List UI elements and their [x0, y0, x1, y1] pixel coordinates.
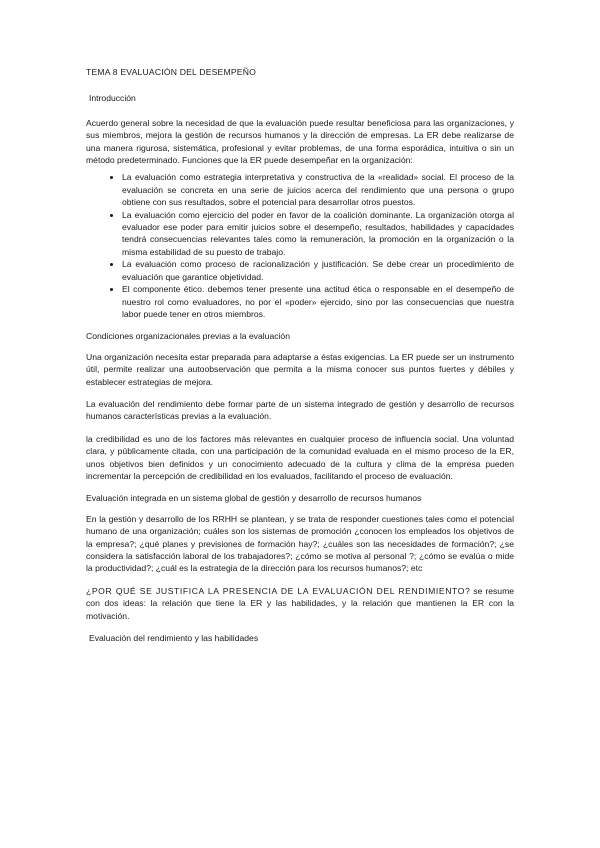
list-item: • La evaluación como ejercicio del poder en favor de la coalición dominante. La organización otorga al evaluador ese poder para emitir juicios sobre el desempeño, resultados, habilidades y capacidades tendrá consecuencias relevantes tales como la remuneración, la promoción en la organización o la misma estabilidad de su puesto de trabajo. — [122, 209, 514, 259]
document-page — [86, 66, 514, 644]
intro-heading: Introducción — [89, 93, 136, 104]
justification-paragraph — [86, 585, 514, 622]
functions-list — [86, 171, 514, 320]
intro-paragraph: Acuerdo general sobre la necesidad de que la evaluación puede resultar beneficiosa para las organizaciones, y sus miembros, mejora la gestión de recursos humanos y la dirección de empresas. La ER debe realizarse de una manera rigurosa, sistemática, profesional y evitar problemas, de una forma esporádica, intuitiva o sin un método predeterminado. Funciones que la ER puede desempeñar en la organización: — [86, 117, 514, 166]
list-item: • La evaluación como estrategia interpretativa y constructiva de la «realidad» social. El proceso de la evaluación se concreta en una serie de juicios acerca del rendimiento que una persona o grupo obtiene con sus resultados, sobre el potencial para desarrollar otros puestos. — [122, 171, 514, 208]
list-item: • El componente ético. debemos tener presente una actitud ética o responsable en el desempeño de nuestro rol como evaluadores, no por el «poder» ejercido, sino por las consecuencias que nuestra labor puede tener en otros miembros. — [122, 283, 514, 320]
paragraph: En la gestión y desarrollo de los RRHH se plantean, y se trata de responder cuestiones tales como el potencial humano de una organización; cuáles son los sistemas de promoción ¿conocen los empleados los objetivos de la empresa?; ¿qué planes y previsiones de formación hay?; ¿cuáles son las necesidades de formación?; ¿se considera la satisfacción laboral de los trabajadores?; ¿cómo se motiva al personal ?; ¿cómo se evalúa o mide la productividad?; ¿cuál es la estrategia de la dirección para los recursos humanos?; etc — [86, 513, 514, 574]
paragraph: la credibilidad es uno de los factores más relevantes en cualquier proceso de influencia social. Una voluntad clara, y públicamente citada, con una participación de la comunidad evaluada en el mismo proceso de la ER, unos objetivos bien definidos y un conocimiento adecuado de la cultura y clima de la empresa pueden incrementar la percepción de credibilidad en los evaluados, facilitando el proceso de evaluación. — [86, 433, 514, 481]
section-heading: Evaluación integrada en un sistema global de gestión y desarrollo de recursos humanos — [86, 493, 422, 504]
section-heading: Evaluación del rendimiento y las habilidades — [89, 633, 259, 644]
paragraph: Una organización necesita estar preparada para adaptarse a éstas exigencias. La ER puede ser un instrumento útil, permite realizar una autoobservación que permita a la misma conocer sus puntos fuertes y débiles y establecer estrategias de mejora. — [86, 351, 514, 387]
section-heading: Condiciones organizacionales previas a la evaluación — [86, 331, 290, 342]
paragraph: La evaluación del rendimiento debe formar parte de un sistema integrado de gestión y desarrollo de recursos humanos características previas a la evaluación. — [86, 398, 514, 422]
justification-answer: se resume con dos ideas: la relación que tiene la ER y las habilidades, y la relación que mantienen la ER con la motivación. — [86, 585, 515, 621]
document-title: TEMA 8 EVALUACIÓN DEL DESEMPEÑO — [86, 67, 257, 77]
list-item: • La evaluación como proceso de racionalización y justificación. Se debe crear un procedimiento de evaluación que garantice objetividad. — [122, 258, 514, 283]
justification-question: ¿POR QUÉ SE JUSTIFICA LA PRESENCIA DE LA EVALUACIÓN DEL RENDIMIENTO? — [86, 585, 471, 596]
